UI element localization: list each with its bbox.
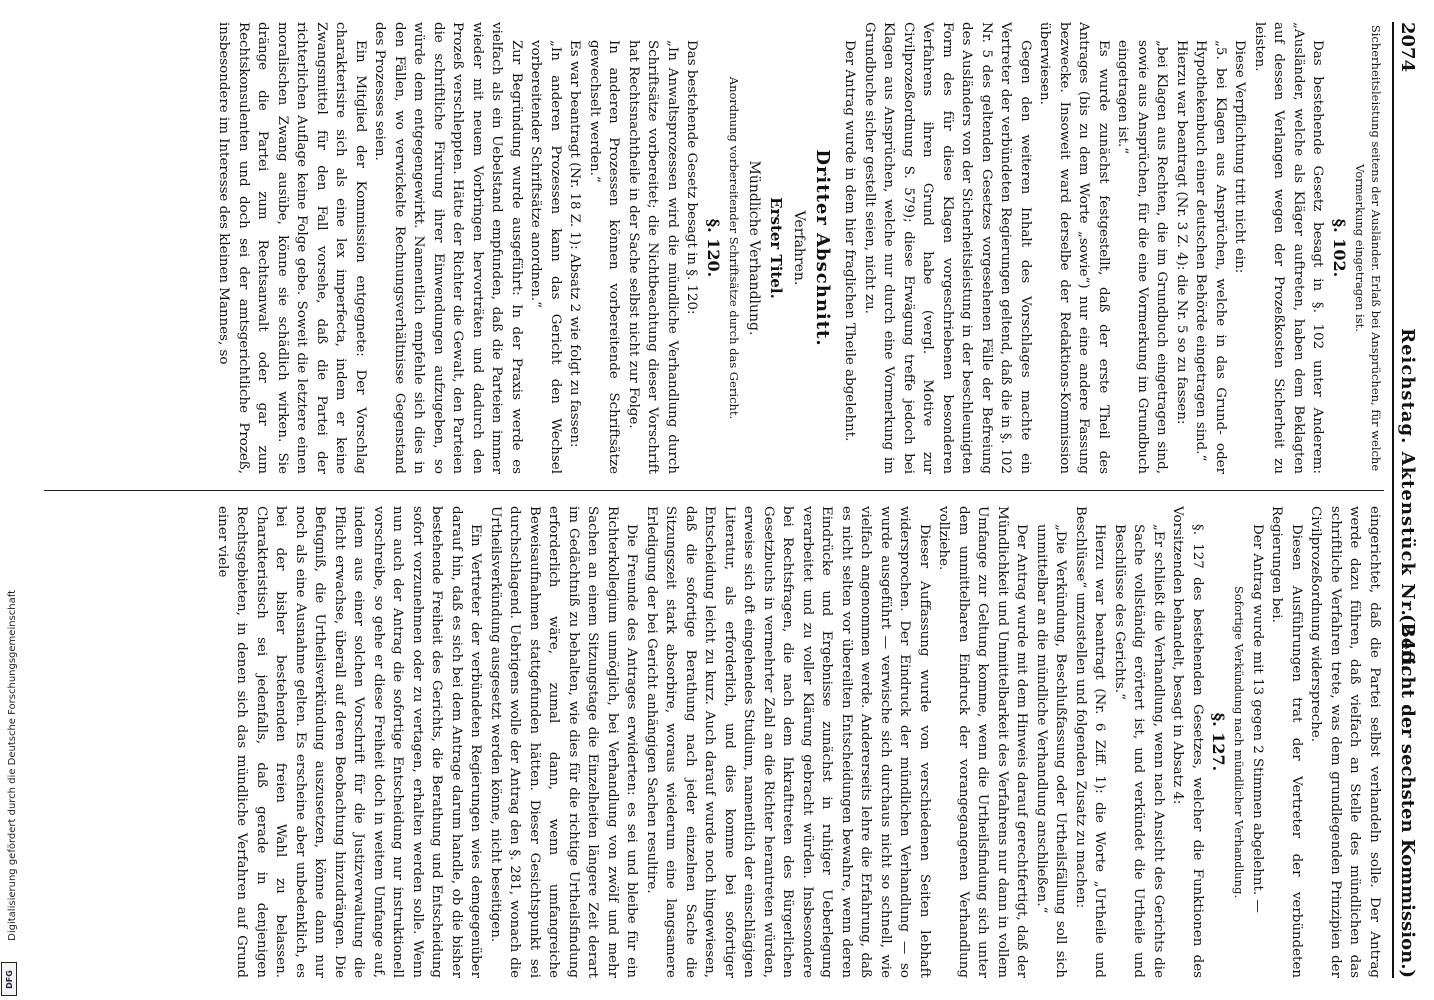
quotation: „bei Klagen aus Rechten, die im Grundbuch eingetragen sind, sowie aus Ansprüchen, für die eine Vormerkung im Grundbuch eingetragen ist.“ [1115,40,1170,474]
left-column [44,22,1384,474]
title-subheading: Mündliche Verhandlung. [746,160,763,336]
quotation: „Die Verkündung, Beschlußfassung oder Urtheilsfällung soll sich unmittelbar an die mündliche Verhandlung anschließen.“ [1034,524,1069,978]
paragraph: Die Freunde des Antrages erwiderten: es sei und bleibe für ein Richterkollegium unmöglich, bei Verhandlung von zwölf und mehr Sachen an einem Sitzungstage die Einzelheiten längere Zeit derart im Gedächtniß zu behalten, wie dies für die richtige Urtheilsfindung erforderlich wäre, zumal dann, wenn umfangreiche Beweisaufnahmen stattgefunden hätten. Dieser Gesichtspunkt sei durchschlagend. Uebrigens wolle der Antrag den §. 281, wonach die Urtheilsverkündung ausgesetzt werden könne, nicht beseitigen. [488,506,640,978]
paragraph: Hierzu war beantragt (Nr. 3 Z. 4): die Nr. 5 so zu fassen: [1174,40,1189,425]
paragraph: Hierzu war beantragt (Nr. 6 Ziff. 1): die Worte „Urtheile und Beschlüsse“ umzustellen und folgenden Zusatz zu machen: [1073,506,1108,978]
paragraph: Das bestehende Gesetz besagt in §. 120: [684,40,700,315]
paragraph: Das bestehende Gesetz besagt in §. 102 unter Anderem: „Ausländer, welche als Kläger auftreten, haben dem Beklagten auf dessen Verlangen wegen der Prozeßkosten Sicherheit zu leisten. [1252,22,1326,474]
page-header [1392,22,1420,978]
paragraph: Gegen den weiteren Inhalt des Vorschlages machte ein Vertreter der verbündeten Regierungen geltend, daß die in §. 102 Nr. 5 des geltenden Gesetzes vorgesehenen Fälle der Befreiung des Ausländers von der Sicherheitsleistung in der beschleunigten Form des für diese Klagen vorgeschriebenen besonderen Verfahrens ihren Grund habe (vergl. Motive zur Civilprozeßordnung S. 579); diese Erwägung treffe jedoch bei Klagen aus Ansprüchen, welche nur durch eine Vormerkung im Grundbuche sicher gestellt seien, nicht zu. [862,22,1033,474]
margin-note: Sofortige Verkündung nach mündlicher Verhandlung. [1232,585,1247,899]
quotation: „In anderen Prozessen kann das Gericht den Wechsel vorbereitender Schriftsätze anordnen.“ [528,40,563,474]
paragraph: Der Antrag wurde in dem hier fraglichen Theile abgelehnt. [842,40,858,442]
paragraph-heading: §. 102. [1330,218,1349,278]
paragraph: Diesen Ausführungen trat der Vertreter der verbündeten Regierungen bei. [1269,506,1304,978]
funding-credit: Digitalisierung gefördert durch die Deutsche Forschungsgemeinschaft [7,590,18,941]
dfg-logo-text: DFG [4,969,14,989]
right-column [44,506,1384,978]
paragraph: Der Antrag wurde mit 13 gegen 2 Stimmen abgelehnt. — [1250,524,1265,913]
paragraph: Der Antrag wurde mit dem Hinweis darauf gerechtfertigt, daß der Mündlichkeit und Unmittelbarkeit des Verfahrens nur dann in vollem Umfange zur Geltung komme, wenn die Urtheilsfindung sich unter dem unmittelbaren Eindruck der vorangegangenen Verhandlung vollziehe. [936,506,1030,978]
quotation: „5. bei Klagen aus Ansprüchen, welche in das Grund- oder Hypothekenbuch einer deutschen Behörde eingetragen sind.“ [1193,40,1228,474]
page-number: 2074 [1397,22,1418,73]
paragraph: §. 127 des bestehenden Gesetzes, welcher die Funktionen des Vorsitzenden behandelt, besagt in Absatz 4: [1170,506,1205,978]
paragraph: Es wurde zunächst festgestellt, daß der erste Theil des Antrages (bis zu dem Worte „sowie“) nur eine andere Fassung bezwecke. Insoweit ward derselbe der Redaktions-Kommission überwiesen. [1037,22,1111,474]
header-right: (Bericht der sechsten Kommission.) [1397,614,1418,978]
paragraph: eingerichtet, daß die Partei selbst verhandeln solle. Der Antrag werde dazu führen, daß vielfach an Stelle des mündlichen das schriftliche Verfahren trete, was dem grundlegenden Prinzipien der Civilprozeßordnung widerspreche. [1308,506,1382,978]
paragraph: Es war beantragt (Nr. 18 Z. 1): Absatz 2 wie folgt zu fassen: [567,40,583,448]
paragraph: Diese Verpflichtung tritt nicht ein: [1232,40,1248,274]
quotation: „Er schließt die Verhandlung, wenn nach Ansicht des Gerichts die Sache vollständig erörtert ist, und verkündet die Urtheile und Beschlüsse des Gerichts.“ [1112,524,1166,978]
dfg-logo [1,962,17,996]
section-heading: Dritter Abschnitt. [812,149,833,347]
column-divider [44,490,1384,491]
quotation: „In Anwaltsprozessen wird die mündliche Verhandlung durch Schriftsätze vorbereitet; die Nichtbeachtung dieser Vorschrift hat Rechtsnachtheile in der Sache selbst nicht zur Folge. [626,40,680,474]
paragraph: Ein Mitglied der Kommission entgegnete: Der Vorschlag charakterisire sich als eine lex imperfecta, indem er keine Zwangsmittel für den Fall vorsehe, daß die Partei der richterlichen Auflage keine Folge gebe. Soweit die letztere einen moralischen Zwang ausübe, könne sie schädlich wirken. Sie dränge die Partei zum Rechtsanwalt oder gar zum Rechtskonsulenten und doch sei der amtsgerichtliche Prozeß, insbesondere im Interesse des kleinen Mannes, so [216,22,368,474]
margin-note: Sicherheitsleistung seitens der Ausländer. Erlaß bei Ansprüchen, für welche Vormerkung eingetragen ist. [1353,24,1383,472]
header-title: Reichstag. Aktenstück Nr. 240. [1397,328,1418,672]
title-heading: Erster Titel. [767,197,785,299]
paragraph-heading: §. 120. [704,218,723,278]
document-page [30,0,1434,1000]
section-subheading: Verfahren. [791,210,808,286]
paragraph-heading: §. 127. [1209,712,1229,772]
margin-note: Anordnung vorbereitender Schriftsätze durch das Gericht. [727,76,741,420]
paragraph: Ein Vertreter der verbündeten Regierungen wies demgegenüber darauf hin, daß es sich bei dem Antrage darum handle, ob die bisher bestehende Freiheit des Gerichts, die Berathung und Entscheidung sofort vorzunehmen oder zu vertagen, erhalten werden solle. Wenn nun auch der Antrag die sofortige Entscheidung nur instruktionell vorschreibe, so gehe er diese Freiheit doch in weitem Umfange auf, indem aus einer solchen Vorschrift für die Justizverwaltung die Pflicht erwachse, überall auf deren Beobachtung hinzudrängen. Die Befugniß, die Urtheilsverkündung auszusetzen, könne dann nur noch als eine Ausnahme gelten. Es erscheine aber unbedenklich, es bei der bisher bestehenden freien Wahl zu belassen. Charakteristisch sei jedenfalls, daß gerade in denjenigen Rechtsgebieten, in denen sich das mündliche Verfahren auf Grund einer viele [215,506,484,978]
quotation: In anderen Prozessen können vorbereitende Schriftsätze gewechselt werden.“ [587,40,622,474]
paragraph: Dieser Auffassung wurde von verschiedenen Seiten lebhaft widersprochen. Der Eindruck der mündlichen Verhandlung — so wurde ausgeführt — verwische sich durchaus nicht so schnell, wie vielfach angenommen werde. Andererseits lehre die Erfahrung, daß es nicht selten vor übereilten Entscheidungen bewahre, wenn deren Eindrücke und Ergebnisse zunächst in ruhiger Ueberlegung verarbeitet und zu voller Klärung gebracht würden. Insbesondere bei Rechtsfragen, die nach dem Inkrafttreten des Bürgerlichen Gesetzbuchs in vermehrter Zahl an die Richter herantreten würden, erweise sich oft eingehendes Studium, namentlich der einschlägigen Literatur, als erforderlich, und dies komme bei sofortiger Entscheidung leicht zu kurz. Auch darauf wurde noch hingewiesen, daß die sofortige Berathung nach jeder einzelnen Sache die Sitzungszeit stark absorbire, woraus wiederum eine langsamere Erledigung der bei Gericht anhängigen Sachen resultire. [644,506,932,978]
paragraph: Zur Begründung wurde ausgeführt: In der Praxis werde es vielfach als ein Uebelstand empfunden, daß die Parteien immer wieder mit neuem Vorbringen hervorträten und dadurch den Prozeß verschleppten. Hätte der Richter die Gewalt, den Parteien die schriftliche Fixirung ihrer Einwendungen aufzugeben, so würde dem entgegengewirkt. Namentlich empfehle sich dies in den Fällen, wo verwickelte Rechnungsverhältnisse Gegenstand des Prozesses seien. [372,22,524,474]
